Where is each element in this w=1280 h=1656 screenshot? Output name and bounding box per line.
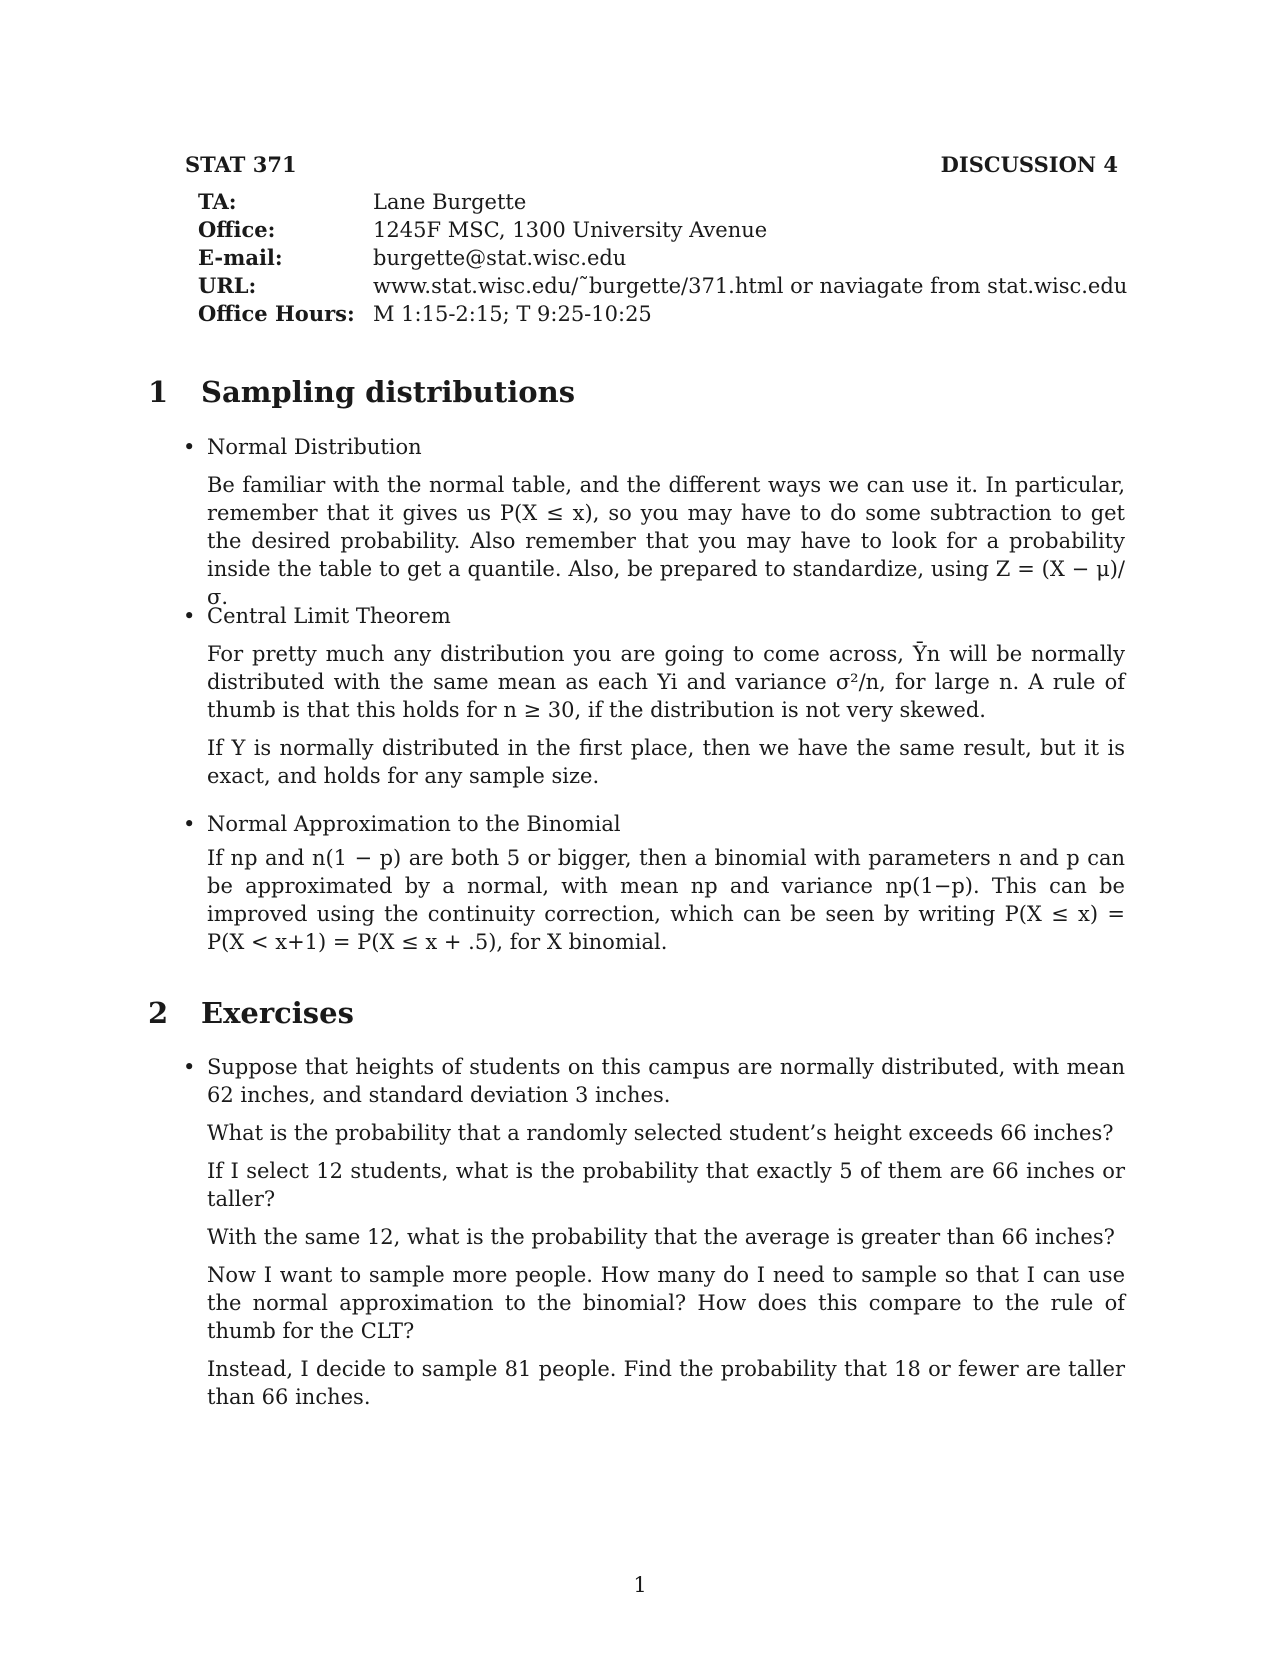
section-heading-sampling	[148, 375, 575, 409]
bullet-icon: •	[183, 1055, 196, 1079]
list-item-exercise	[183, 1053, 1125, 1411]
exercise-paragraph: Suppose that heights of students on this campus are normally distributed, with mean 62 inches, and standard deviation 3 inches.	[207, 1055, 1125, 1107]
exercise-question: With the same 12, what is the probability that the average is greater than 66 inches?	[207, 1225, 1115, 1249]
section-title: Sampling distributions	[201, 375, 576, 409]
exercise-question: If I select 12 students, what is the probability that exactly 5 of them are 66 inches or taller?	[207, 1159, 1125, 1211]
exercise-question: Now I want to sample more people. How many do I need to sample so that I can use the normal approximation to the binomial? How does this compare to the rule of thumb for the CLT?	[207, 1263, 1125, 1343]
office-label: Office:	[198, 217, 276, 242]
info-row-office	[198, 216, 1127, 244]
hours-label: Office Hours:	[198, 301, 355, 326]
section-number: 2	[148, 996, 169, 1030]
hours-value: M 1:15-2:15; T 9:25-10:25	[373, 302, 652, 326]
bullet-icon: •	[183, 604, 196, 628]
item-paragraph: If Y is normally distributed in the first place, then we have the same result, but it is exact, and holds for any sample size.	[207, 736, 1125, 788]
url-value: www.stat.wisc.edu/˜burgette/371.html or naviagate from stat.wisc.edu	[373, 274, 1128, 298]
discussion-title: DISCUSSION 4	[940, 152, 1118, 177]
ta-label: TA:	[198, 189, 237, 214]
item-title: Normal Approximation to the Binomial	[207, 812, 621, 836]
section-heading-exercises	[148, 996, 354, 1030]
list-item-binomial-approx	[183, 810, 1125, 956]
list-item-clt	[183, 602, 1125, 790]
page-number: 1	[633, 1573, 647, 1597]
info-block	[198, 188, 1127, 328]
info-row-url	[198, 272, 1127, 300]
info-row-email	[198, 244, 1127, 272]
email-value: burgette@stat.wisc.edu	[373, 246, 627, 270]
url-label: URL:	[198, 273, 257, 298]
section-number: 1	[148, 375, 169, 409]
email-label: E-mail:	[198, 245, 283, 270]
office-value: 1245F MSC, 1300 University Avenue	[373, 218, 768, 242]
section-title: Exercises	[201, 996, 354, 1030]
item-title: Normal Distribution	[207, 435, 422, 459]
list-item-normal-distribution	[183, 433, 1125, 611]
ta-value: Lane Burgette	[373, 190, 527, 214]
exercise-question: Instead, I decide to sample 81 people. Find the probability that 18 or fewer are taller than 66 inches.	[207, 1357, 1125, 1409]
exercise-question: What is the probability that a randomly selected student’s height exceeds 66 inches?	[207, 1121, 1114, 1145]
item-paragraph: If np and n(1 − p) are both 5 or bigger, then a binomial with parameters n and p can be approximated by a normal, with mean np and variance np(1−p). This can be improved using the continuity correction, which can be seen by writing P(X ≤ x) = P(X < x+1) = P(X ≤ x + .5), for X binomial.	[207, 846, 1125, 954]
info-row-ta	[198, 188, 1127, 216]
item-paragraph: For pretty much any distribution you are going to come across, Ȳn will be normally distributed with the same mean as each Yi and variance σ²/n, for large n. A rule of thumb is that this holds for n ≥ 30, if the distribution is not very skewed.	[207, 642, 1125, 722]
item-paragraph: Be familiar with the normal table, and the different ways we can use it. In particular, remember that it gives us P(X ≤ x), so you may have to do some subtraction to get the desired probability. Also remember that you may have to look for a probability inside the table to get a quantile. Also, be prepared to standardize, using Z = (X − μ)/σ.	[207, 473, 1125, 609]
course-title: STAT 371	[185, 152, 297, 177]
item-title: Central Limit Theorem	[207, 604, 451, 628]
bullet-icon: •	[183, 435, 196, 459]
info-row-hours	[198, 300, 1127, 328]
bullet-icon: •	[183, 812, 196, 836]
